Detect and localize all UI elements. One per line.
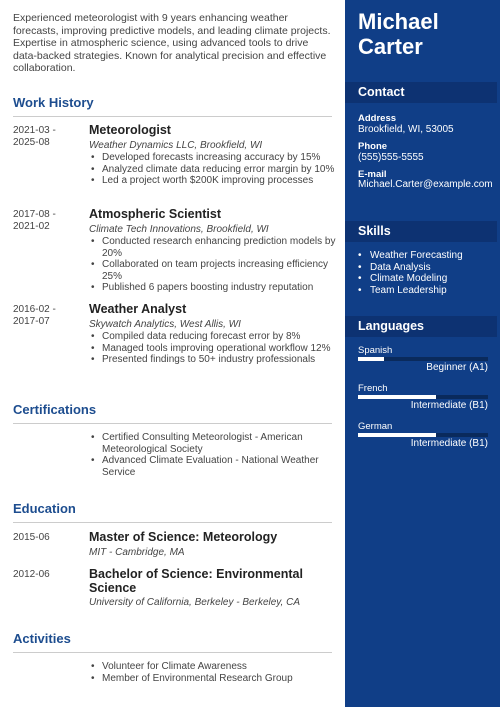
job-title: Atmospheric Scientist (89, 207, 221, 221)
skills-header (345, 221, 497, 242)
email-label: E-mail (358, 169, 387, 180)
language-level: Beginner (A1) (426, 362, 488, 373)
languages-heading: Languages (358, 319, 424, 333)
language-name: German (358, 421, 393, 432)
skill-item: • Team Leadership (358, 285, 463, 297)
proficiency-fill (358, 433, 436, 437)
proficiency-bar (358, 357, 488, 361)
job-bullet: • Led a project worth $200K improving processes (89, 175, 337, 187)
job-bullet: • Presented findings to 50+ industry professionals (89, 354, 337, 366)
contact-header (345, 82, 497, 103)
education-date: 2012-06 (13, 569, 50, 580)
candidate-name: Michael Carter (358, 9, 439, 59)
skill-item: • Weather Forecasting (358, 250, 463, 262)
degree-title: Bachelor of Science: Environmental Science (89, 567, 303, 595)
language-level: Intermediate (B1) (410, 400, 488, 411)
job-dates: 2016-02 - 2017-07 (13, 304, 56, 327)
section-divider (13, 652, 332, 653)
professional-summary: Experienced meteorologist with 9 years enhancing weather forecasts, improving predictive models, and leading climate projects. Expertise in atmospheric science, using advanced tools to drive data-backed strategies. Known for analytical precision and effective collaboration. (13, 12, 331, 74)
email-value: Michael.Carter@example.com (358, 179, 493, 190)
job-title: Weather Analyst (89, 302, 187, 316)
job-bullet: • Compiled data reducing forecast error by 8% (89, 331, 337, 343)
proficiency-fill (358, 395, 436, 399)
address-value: Brookfield, WI, 53005 (358, 124, 454, 135)
proficiency-bar (358, 433, 488, 437)
education-date: 2015-06 (13, 532, 50, 543)
language-name: Spanish (358, 345, 393, 356)
education-heading: Education (13, 501, 76, 516)
job-dates: 2017-08 - 2021-02 (13, 209, 56, 232)
language-level: Intermediate (B1) (410, 438, 488, 449)
job-company: Weather Dynamics LLC, Brookfield, WI (89, 140, 263, 151)
job-title: Meteorologist (89, 123, 171, 137)
activity-item: • Volunteer for Climate Awareness (89, 661, 337, 673)
skill-item: • Data Analysis (358, 262, 463, 274)
job-bullets (89, 236, 337, 294)
job-bullet: • Developed forecasts increasing accuracy by 15% (89, 152, 337, 164)
phone-value: (555)555-5555 (358, 152, 424, 163)
job-bullet: • Analyzed climate data reducing error margin by 10% (89, 164, 337, 176)
section-divider (13, 116, 332, 117)
job-company: Skywatch Analytics, West Allis, WI (89, 319, 241, 330)
school-name: MIT - Cambridge, MA (89, 547, 185, 558)
job-bullet: • Published 6 papers boosting industry reputation (89, 282, 337, 294)
job-bullet: • Conducted research enhancing prediction models by 20% (89, 236, 337, 259)
section-divider (13, 522, 332, 523)
address-label: Address (358, 113, 397, 124)
work-history-heading: Work History (13, 95, 94, 110)
language-name: French (358, 383, 388, 394)
phone-label: Phone (358, 141, 388, 152)
activity-item: • Member of Environmental Research Group (89, 673, 337, 685)
certification-item: • Certified Consulting Meteorologist - American Meteorological Society (89, 432, 337, 455)
degree-title: Master of Science: Meteorology (89, 530, 278, 544)
languages-header (345, 316, 497, 337)
proficiency-fill (358, 357, 384, 361)
school-name: University of California, Berkeley - Berkeley, CA (89, 597, 300, 608)
section-divider (13, 423, 332, 424)
proficiency-bar (358, 395, 488, 399)
job-dates: 2021-03 - 2025-08 (13, 125, 56, 148)
skill-item: • Climate Modeling (358, 273, 463, 285)
contact-heading: Contact (358, 85, 405, 99)
skills-list (358, 250, 463, 296)
job-bullets (89, 331, 337, 366)
sidebar (345, 0, 500, 707)
certification-item: • Advanced Climate Evaluation - National Weather Service (89, 455, 337, 478)
activities-heading: Activities (13, 631, 71, 646)
certifications-list (89, 432, 337, 478)
job-bullet: • Collaborated on team projects increasing efficiency 25% (89, 259, 337, 282)
activities-list (89, 661, 337, 684)
skills-heading: Skills (358, 224, 391, 238)
job-bullets (89, 152, 337, 187)
job-bullet: • Managed tools improving operational workflow 12% (89, 343, 337, 355)
certifications-heading: Certifications (13, 402, 97, 417)
job-company: Climate Tech Innovations, Brookfield, WI (89, 224, 269, 235)
